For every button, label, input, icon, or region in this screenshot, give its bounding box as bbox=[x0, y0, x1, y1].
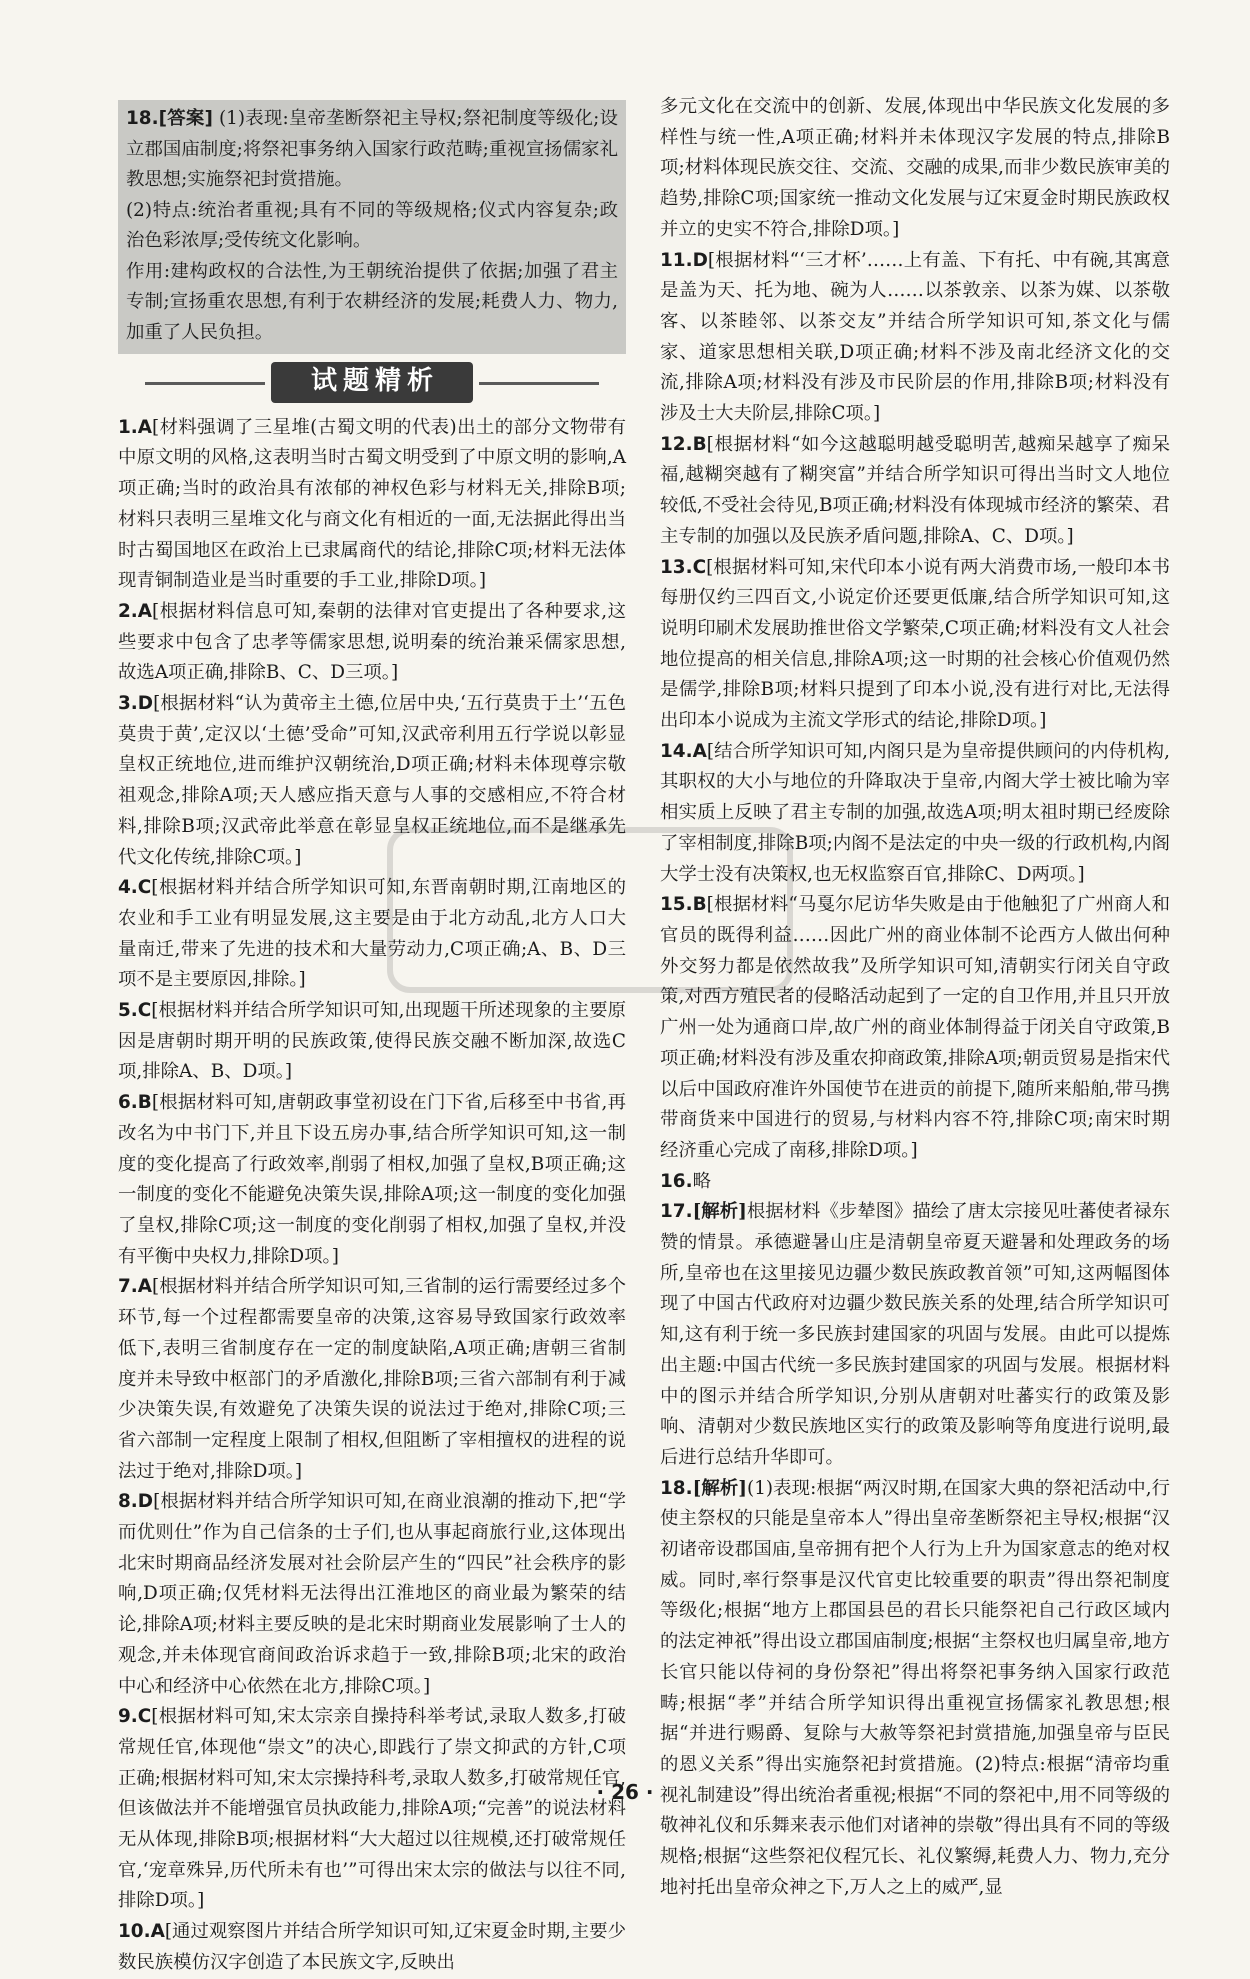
question-item bbox=[118, 1702, 626, 1917]
question-text: [结合所学知识可知,内阁只是为皇帝提供顾问的内侍机构,其职权的大小与地位的升降取决于皇帝,内阁大学士被比喻为宰相实质上反映了君主专制的加强,故选A项;明太祖时期已经废除了宰相制度,排除B项;内阁不是法定的中央一级的行政机构,内阁大学士没有决策权,也无权监察百官,排除C、D两项。] bbox=[660, 740, 1170, 885]
question-item bbox=[660, 1197, 1170, 1473]
question-number: 5.C bbox=[118, 1000, 152, 1022]
question-item bbox=[660, 890, 1170, 1166]
section-heading-wrap bbox=[118, 362, 626, 403]
question-number: 1.A bbox=[118, 416, 153, 438]
question-item bbox=[118, 413, 626, 597]
question-number: 15.B bbox=[660, 894, 707, 916]
question-item bbox=[660, 1167, 1170, 1198]
question-number: 18. bbox=[660, 1477, 693, 1499]
question-item bbox=[660, 553, 1170, 737]
analysis-tag: [解析] bbox=[692, 1477, 748, 1499]
question-number: 4.C bbox=[118, 877, 152, 899]
question-text: [根据材料“如今这越聪明越受聪明苦,越痴呆越享了痴呆福,越糊突越有了糊突富”并结合所学知识可得出当时文人地位较低,不受社会待见,B项正确;材料没有体现城市经济的繁荣、君主专制的加强以及民族矛盾问题,排除A、C、D项。] bbox=[660, 433, 1170, 547]
question-number: 12.B bbox=[660, 433, 707, 455]
question-number: 9.C bbox=[118, 1706, 152, 1728]
question-number: 10.A bbox=[118, 1921, 165, 1943]
question-number: 16. bbox=[660, 1170, 693, 1192]
page-number: · 26 · bbox=[596, 1780, 654, 1804]
left-question-list bbox=[118, 413, 626, 1979]
question-text: [根据材料可知,唐朝政事堂初设在门下省,后移至中书省,再改名为中书门下,并且下设五房办事,结合所学知识可知,这一制度的变化提高了行政效率,削弱了相权,加强了皇权,B项正确;这一制度的变化不能避免决策失误,排除A项;这一制度的变化加强了皇权,排除C项;这一制度的变化削弱了相权,加强了皇权,并没有平衡中央权力,排除D项。] bbox=[118, 1092, 626, 1267]
question-item bbox=[660, 737, 1170, 891]
question-item bbox=[118, 1917, 626, 1978]
question-text: 多元文化在交流中的创新、发展,体现出中华民族文化发展的多样性与统一性,A项正确;材料并未体现汉字发展的特点,排除B项;材料体现民族交往、交流、交融的成果,而非少数民族审美的趋势,排除C项;国家统一推动文化发展与辽宋夏金时期民族政权并立的史实不符合,排除D项。] bbox=[660, 96, 1170, 240]
question-item bbox=[118, 873, 626, 996]
analysis-tag: [解析] bbox=[692, 1201, 747, 1223]
question-number: 17. bbox=[660, 1201, 693, 1223]
question-item bbox=[118, 689, 626, 873]
question-item bbox=[118, 1272, 626, 1487]
question-item bbox=[660, 1474, 1170, 1904]
question-text: [通过观察图片并结合所学知识可知,辽宋夏金时期,主要少数民族模仿汉字创造了本民族文字,反映出 bbox=[118, 1921, 626, 1973]
question-number: 6.B bbox=[118, 1092, 152, 1114]
right-column bbox=[660, 92, 1170, 1903]
question-text: [根据材料并结合所学知识可知,出现题干所述现象的主要原因是唐朝时期开明的民族政策,使得民族交融不断加深,故选C项,排除A、B、D项。] bbox=[118, 1000, 626, 1083]
section-heading: 试题精析 bbox=[271, 362, 473, 403]
question-text: [根据材料可知,宋太宗亲自操持科举考试,录取人数多,打破常规任官,体现他“崇文”的决心,即践行了崇文抑武的方针,C项正确;根据材料可知,宋太宗操持科考,录取人数多,打破常规任官,但该做法并不能增强官员执政能力,排除A项;“完善”的说法材料无从体现,排除B项;根据材料“大大超过以往规模,还打破常规任官,‘宠章殊异,历代所未有也’”可得出宋太宗的做法与以往不同,排除D项。] bbox=[118, 1706, 626, 1912]
right-question-list bbox=[660, 92, 1170, 1903]
question-text: [根据材料并结合所学知识可知,三省制的运行需要经过多个环节,每一个过程都需要皇帝的决策,这容易导致国家行政效率低下,表明三省制度存在一定的制度缺陷,A项正确;唐朝三省制度并未导致中枢部门的矛盾激化,排除B项;三省六部制有利于减少决策失误,有效避免了决策失误的说法过于绝对,排除C项;三省六部制一定程度上限制了相权,但阻断了宰相擅权的进程的说法过于绝对,排除D项。] bbox=[118, 1276, 626, 1482]
question-number: 7.A bbox=[118, 1276, 153, 1298]
question-text: [根据材料并结合所学知识可知,东晋南朝时期,江南地区的农业和手工业有明显发展,这主要是由于北方动乱,北方人口大量南迁,带来了先进的技术和大量劳动力,C项正确;A、B、D三项不是主要原因,排除。] bbox=[118, 877, 626, 991]
question-text: [材料强调了三星堆(古蜀文明的代表)出土的部分文物带有中原文明的风格,这表明当时古蜀文明受到了中原文明的影响,A项正确;当时的政治具有浓郁的神权色彩与材料无关,排除B项;材料只表明三星堆文化与商文化有相近的一面,无法据此得出当时古蜀国地区在政治上已隶属商代的结论,排除C项;材料无法体现青铜制造业是当时重要的手工业,排除D项。] bbox=[118, 416, 626, 592]
question-text: (1)表现:根据“两汉时期,在国家大典的祭祀活动中,行使主祭权的只能是皇帝本人”得出皇帝垄断祭祀主导权;根据“汉初诸帝设郡国庙,皇帝拥有把个人行为上升为国家意志的绝对权威。同时,率行祭事是汉代官吏比较重要的职责”得出祭祀制度等级化;根据“地方上郡国县邑的君长只能祭祀自己行政区域内的法定神祇”得出设立郡国庙制度;根据“主祭权也归属皇帝,地方长官只能以侍祠的身份祭祀”得出将祭祀事务纳入国家行政范畴;根据“孝”并结合所学知识得出重视宣扬儒家礼教思想;根据“并进行赐爵、复除与大赦等祭祀封赏措施,加强皇帝与臣民的恩义关系”得出实施祭祀封赏措施。(2)特点:根据“清帝均重视礼制建设”得出统治者重视;根据“不同的祭祀中,用不同等级的敬神礼仪和乐舞来表示他们对诸神的崇敬”得出具有不同的等级规格;根据“这些祭祀仪程冗长、礼仪繁缛,耗费人力、物力,充分地衬托出皇帝众神之下,万人之上的威严,显 bbox=[660, 1477, 1171, 1898]
answer-box bbox=[118, 100, 626, 354]
question-number: 11.D bbox=[660, 249, 708, 271]
question-item bbox=[660, 92, 1170, 246]
question-text: 根据材料《步辇图》描绘了唐太宗接见吐蕃使者禄东赞的情景。承德避暑山庄是清朝皇帝夏天避暑和处理政务的场所,皇帝也在这里接见边疆少数民族政教首领”可知,这两幅图体现了中国古代政府对边疆少数民族关系的处理,结合所学知识可知,这有利于统一多民族封建国家的巩固与发展。由此可以提炼出主题:中国古代统一多民族封建国家的巩固与发展。根据材料中的图示并结合所学知识,分别从唐朝对吐蕃实行的政策及影响、清朝对少数民族地区实行的政策及影响等角度进行说明,最后进行总结升华即可。 bbox=[660, 1201, 1170, 1468]
question-number: 2.A bbox=[118, 600, 153, 622]
question-item bbox=[660, 246, 1170, 430]
answer-text: (1)表现:皇帝垄断祭祀主导权;祭祀制度等级化;设立郡国庙制度;将祭祀事务纳入国家行政范畴;重视宣扬儒家礼教思想;实施祭祀封赏措施。 bbox=[126, 108, 618, 190]
question-item bbox=[118, 597, 626, 689]
question-text: 略 bbox=[692, 1170, 711, 1192]
question-text: [根据材料并结合所学知识可知,在商业浪潮的推动下,把“学而优则仕”作为自己信条的士子们,也从事起商旅行业,这体现出北宋时期商品经济发展对社会阶层产生的“四民”社会秩序的影响,D项正确;仅凭材料无法得出江淮地区的商业最为繁荣的结论,排除A项;材料主要反映的是北宋时期商业发展影响了士人的观念,并未体现官商间政治诉求趋于一致,排除B项;北宋的政治中心和经济中心依然在北方,排除C项。] bbox=[118, 1491, 626, 1697]
question-text: [根据材料“马戛尔尼访华失败是由于他触犯了广州商人和官员的既得利益……因此广州的商业体制不论西方人做出何种外交努力都是依然故我”及所学知识可知,清朝实行闭关自守政策,对西方殖民者的侵略活动起到了一定的自卫作用,并且只开放广州一处为通商口岸,故广州的商业体制得益于闭关自守政策,B项正确;材料没有涉及重农抑商政策,排除A项;朝贡贸易是指宋代以后中国政府准许外国使节在进贡的前提下,随所来船舶,带马携带商货来中国进行的贸易,与材料内容不符,排除C项;南宋时期经济重心完成了南移,排除D项。] bbox=[660, 894, 1170, 1161]
left-column bbox=[118, 100, 626, 1979]
question-number: 3.D bbox=[118, 693, 154, 715]
question-item bbox=[660, 430, 1170, 553]
question-text: [根据材料信息可知,秦朝的法律对官吏提出了各种要求,这些要求中包含了忠孝等儒家思想,说明秦的统治兼采儒家思想,故选A项正确,排除B、C、D三项。] bbox=[118, 600, 626, 684]
answer-line: 作用:建构政权的合法性,为王朝统治提供了依据;加强了君主专制;宣扬重农思想,有利于农耕经济的发展;耗费人力、物力,加重了人民负担。 bbox=[126, 260, 618, 343]
answer-line: (2)特点:统治者重视;具有不同的等级规格;仪式内容复杂;政治色彩浓厚;受传统文化影响。 bbox=[126, 199, 618, 251]
question-number: 8.D bbox=[118, 1491, 154, 1513]
question-text: [根据材料“认为黄帝主土德,位居中央,‘五行莫贵于土’‘五色莫贵于黄’,定汉以‘土德’受命”可知,汉武帝利用五行学说以彰显皇权正统地位,进而维护汉朝统治,D项正确;材料未体现尊宗敬祖观念,排除A项;天人感应指天意与人事的交感相应,不符合材料,排除B项;汉武帝此举意在彰显皇权正统地位,而不是继承先代文化传统,排除C项。] bbox=[118, 693, 626, 868]
question-text: [根据材料可知,宋代印本小说有两大消费市场,一般印本书每册仅约三四百文,小说定价还要更低廉,结合所学知识可知,这说明印刷术发展助推世俗文学繁荣,C项正确;材料没有文人社会地位提高的相关信息,排除A项;这一时期的社会核心价值观仍然是儒学,排除B项;材料只提到了印本小说,没有进行对比,无法得出印本小说成为主流文学形式的结论,排除D项。] bbox=[660, 556, 1170, 732]
answer-line bbox=[126, 104, 618, 196]
question-item bbox=[118, 1088, 626, 1272]
question-text: [根据材料“‘三才杯’……上有盖、下有托、中有碗,其寓意是盖为天、托为地、碗为人……以茶敦亲、以茶为媒、以茶敬客、以茶睦邻、以茶交友”并结合所学知识可知,茶文化与儒家、道家思想相关联,D项正确;材料不涉及南北经济文化的交流,排除A项;材料没有涉及市民阶层的作用,排除B项;材料没有涉及士大夫阶层,排除C项。] bbox=[660, 249, 1170, 425]
answer-label: 18.[答案] bbox=[126, 108, 213, 129]
question-item bbox=[118, 1487, 626, 1702]
question-number: 14.A bbox=[660, 740, 707, 762]
question-item bbox=[118, 996, 626, 1088]
question-number: 13.C bbox=[660, 556, 707, 578]
